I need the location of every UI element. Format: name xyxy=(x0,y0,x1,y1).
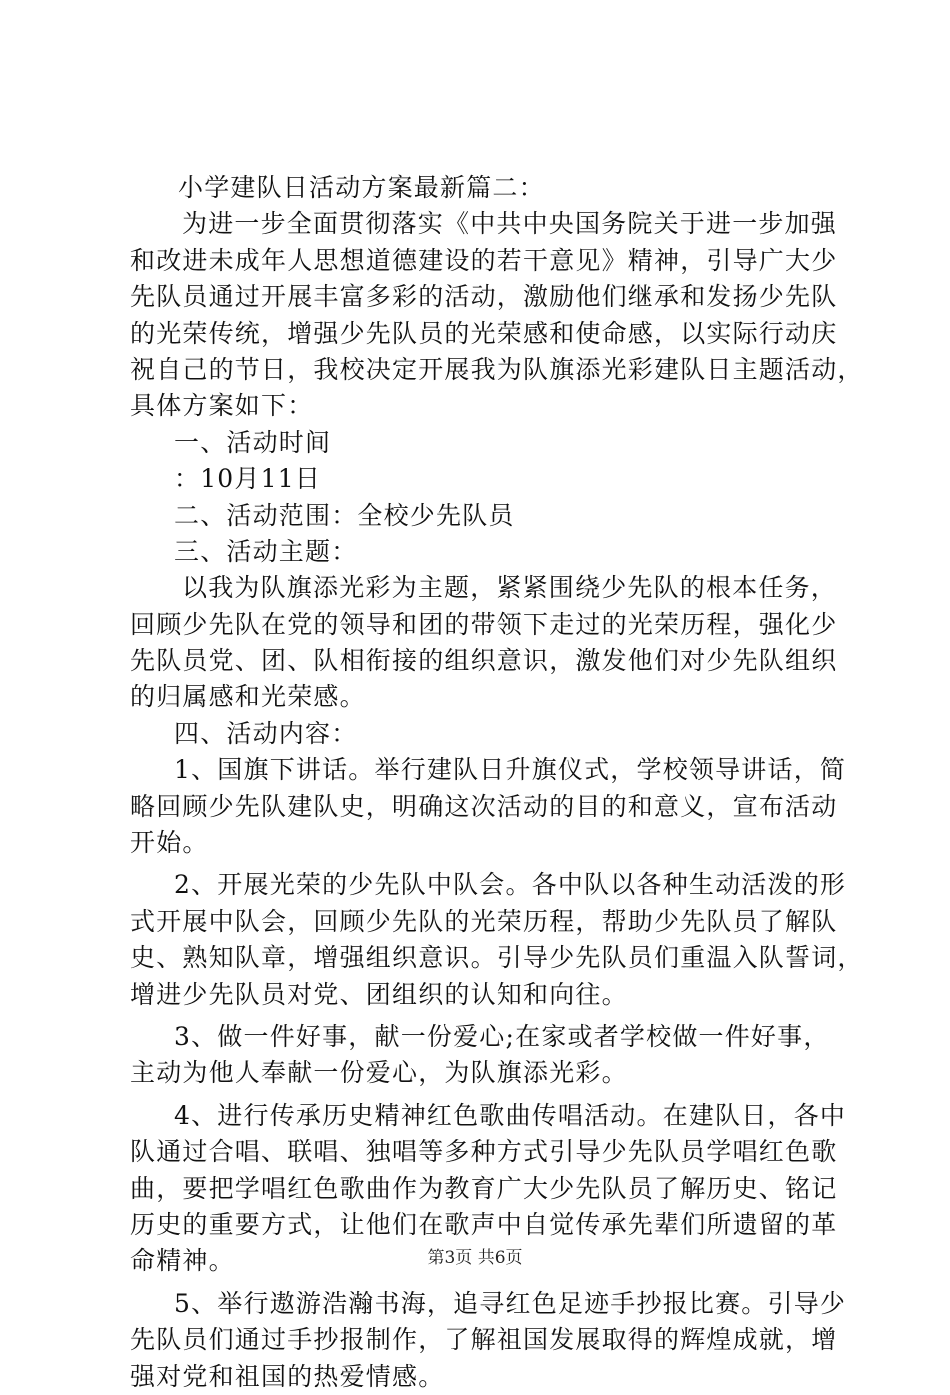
section-heading: 小学建队日活动方案最新篇二： xyxy=(178,173,545,202)
paragraph-line: 祝自己的节日，我校决定开展我为队旗添光彩建队日主题活动， xyxy=(130,354,864,384)
list-item-line: 先队员们通过手抄报制作，了解祖国发展取得的辉煌成就，增 xyxy=(130,1325,838,1355)
list-item-line: 曲，要把学唱红色歌曲作为教育广大少先队员了解历史、铭记 xyxy=(130,1173,838,1203)
document-body xyxy=(130,170,864,1395)
list-item-line: 主动为他人奉献一份爱心，为队旗添光彩。 xyxy=(130,1058,628,1088)
paragraph-line: 先队员党、团、队相衔接的组织意识，激发他们对少先队组织 xyxy=(130,646,838,676)
list-item-line: 队通过合唱、联唱、独唱等多种方式引导少先队员学唱红色歌 xyxy=(130,1137,838,1167)
paragraph-line: 的光荣传统，增强少先队员的光荣感和使命感，以实际行动庆 xyxy=(130,318,838,348)
subheading-content: 四、活动内容： xyxy=(174,718,358,748)
paragraph-line: 先队员通过开展丰富多彩的活动，激励他们继承和发扬少先队 xyxy=(130,282,838,312)
subheading-scope: 二、活动范围：全校少先队员 xyxy=(174,500,515,530)
subheading-theme: 三、活动主题： xyxy=(174,536,358,566)
list-item-line: 史、熟知队章，增强组织意识。引导少先队员们重温入队誓词， xyxy=(130,943,864,973)
paragraph-line: 具体方案如下： xyxy=(130,391,314,421)
list-item-line: 5、举行遨游浩瀚书海，追寻红色足迹手抄报比赛。引导少 xyxy=(174,1288,847,1318)
list-item-line: 强对党和祖国的热爱情感。 xyxy=(130,1361,445,1391)
list-item-line: 1、国旗下讲话。举行建队日升旗仪式，学校领导讲话，简 xyxy=(174,755,847,785)
list-item-line: 4、进行传承历史精神红色歌曲传唱活动。在建队日，各中 xyxy=(174,1100,847,1130)
paragraph-line: 以我为队旗添光彩为主题，紧紧围绕少先队的根本任务， xyxy=(182,573,838,603)
date-line: ：10月11日 xyxy=(174,464,322,494)
list-item-line: 增进少先队员对党、团组织的认知和向往。 xyxy=(130,979,628,1009)
list-item-line: 略回顾少先队建队史，明确这次活动的目的和意义，宣布活动 xyxy=(130,791,838,821)
list-item-line: 历史的重要方式，让他们在歌声中自觉传承先辈们所遗留的革 xyxy=(130,1209,838,1239)
list-item-line: 命精神。 xyxy=(130,1246,235,1276)
subheading-time: 一、活动时间 xyxy=(174,427,332,457)
list-item-line: 开始。 xyxy=(130,828,209,858)
paragraph-line: 和改进未成年人思想道德建设的若干意见》精神，引导广大少 xyxy=(130,245,838,275)
paragraph-line: 的归属感和光荣感。 xyxy=(130,682,366,712)
paragraph-line: 回顾少先队在党的领导和团的带领下走过的光荣历程，强化少 xyxy=(130,609,838,639)
page-number: 第3页 共6页 xyxy=(427,1248,523,1268)
list-item-line: 3、做一件好事，献一份爱心;在家或者学校做一件好事， xyxy=(174,1021,830,1051)
paragraph-line: 为进一步全面贯彻落实《中共中央国务院关于进一步加强 xyxy=(182,209,838,239)
list-item-line: 2、开展光荣的少先队中队会。各中队以各种生动活泼的形 xyxy=(174,870,847,900)
list-item-line: 式开展中队会，回顾少先队的光荣历程，帮助少先队员了解队 xyxy=(130,906,838,936)
